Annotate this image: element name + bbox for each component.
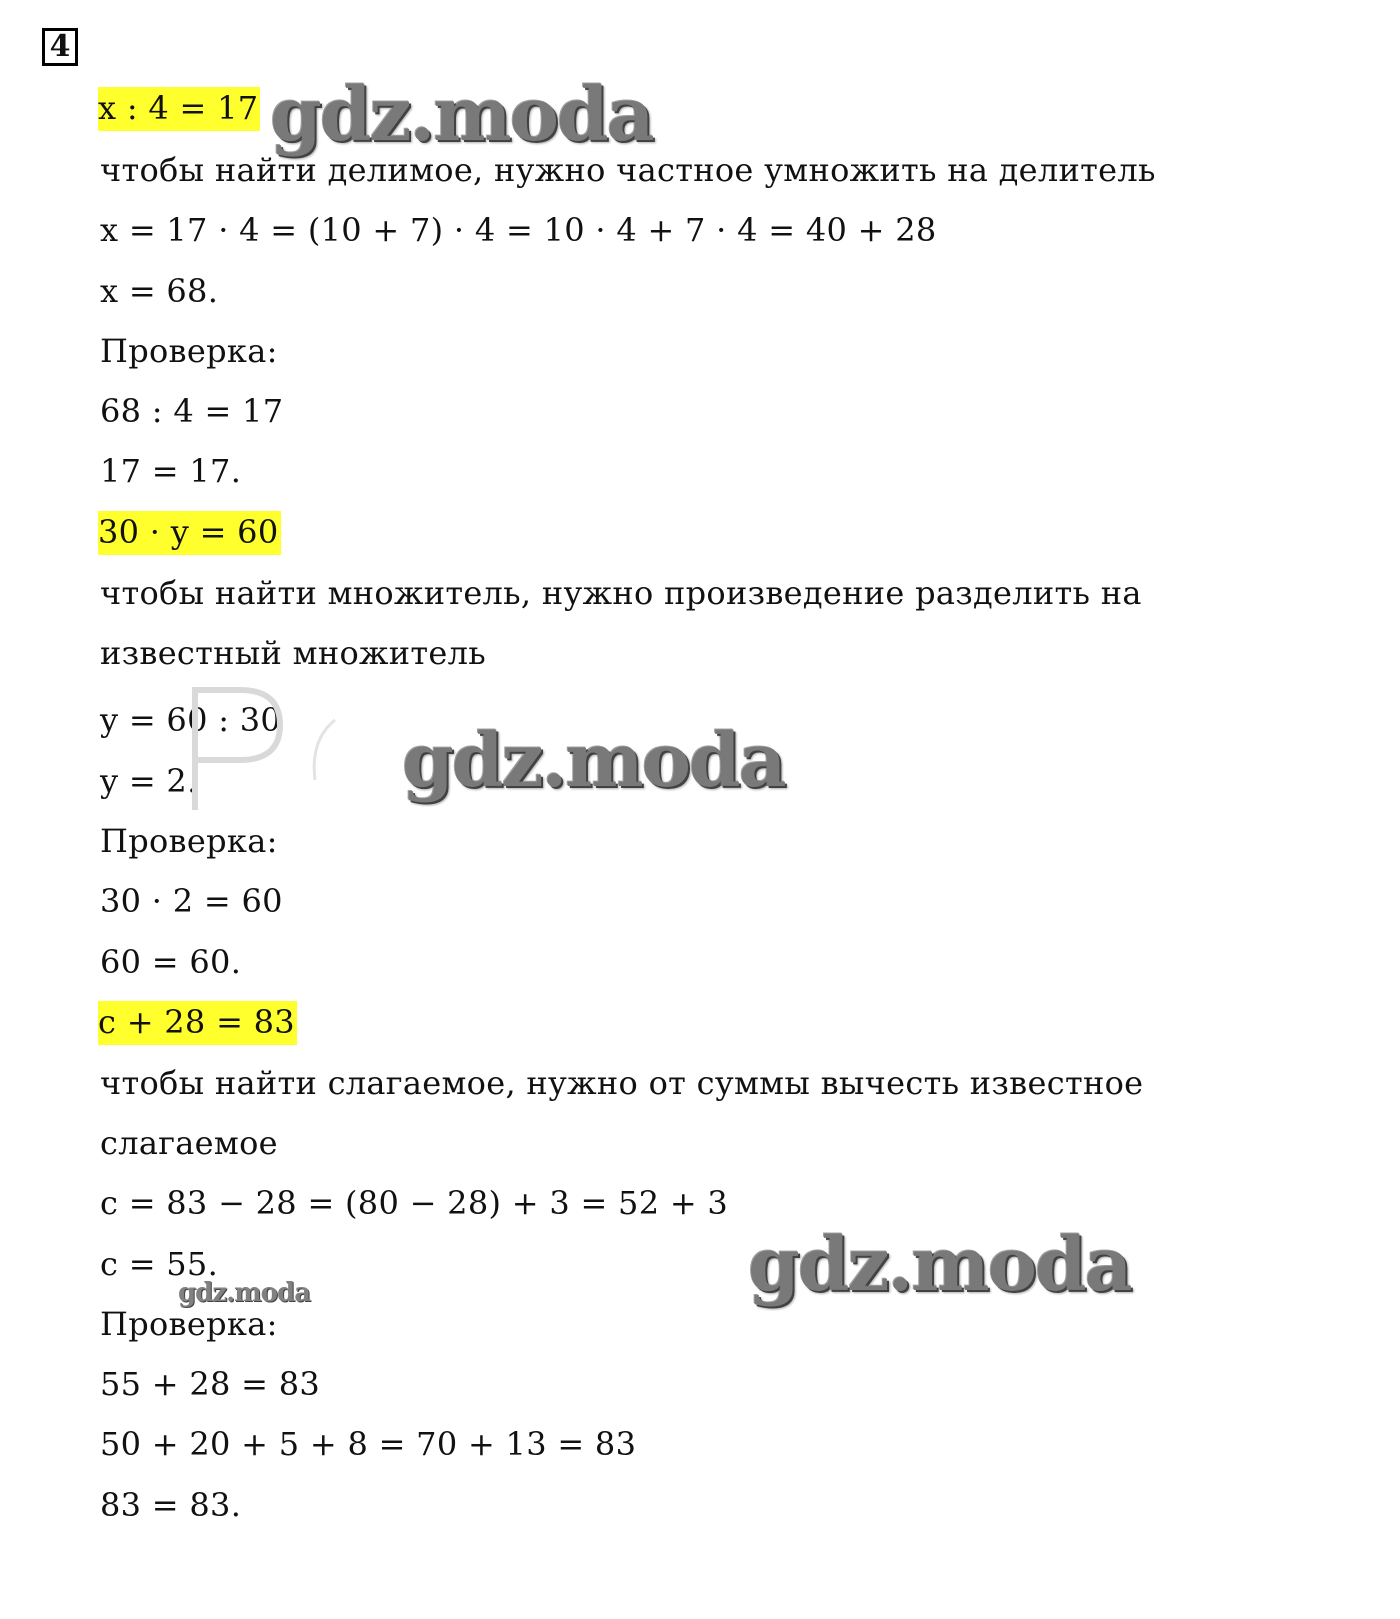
equation-1-heading — [100, 88, 260, 128]
rule-text: известный множитель — [100, 634, 486, 672]
solution-answer: y = 2. — [100, 762, 198, 800]
rule-text: чтобы найти делимое, нужно частное умножить на делитель — [100, 151, 1156, 189]
rule-text: чтобы найти множитель, нужно произведение разделить на — [100, 574, 1142, 612]
solution-step: c = 83 − 28 = (80 − 28) + 3 = 52 + 3 — [100, 1184, 729, 1222]
highlight: c + 28 = 83 — [98, 1001, 297, 1045]
check-result: 60 = 60. — [100, 943, 242, 981]
watermark-logo: gdz.moda — [748, 1222, 1131, 1308]
highlight: x : 4 = 17 — [98, 87, 260, 131]
check-step: 68 : 4 = 17 — [100, 392, 284, 430]
check-label: Проверка: — [100, 1305, 278, 1343]
check-step: 30 · 2 = 60 — [100, 882, 283, 920]
check-result: 17 = 17. — [100, 452, 242, 490]
faint-watermark-shape — [185, 680, 345, 820]
check-step: 50 + 20 + 5 + 8 = 70 + 13 = 83 — [100, 1425, 637, 1463]
solution-step: y = 60 : 30 — [100, 701, 282, 739]
task-number: 4 — [42, 28, 78, 66]
watermark-logo: gdz.moda — [270, 72, 653, 158]
watermark-logo: gdz.moda — [402, 718, 785, 804]
check-label: Проверка: — [100, 332, 278, 370]
equation-3-heading — [100, 1002, 297, 1042]
solution-answer: x = 68. — [100, 272, 219, 310]
highlight: 30 · y = 60 — [98, 511, 281, 555]
check-result: 83 = 83. — [100, 1486, 242, 1524]
equation-2-heading — [100, 512, 281, 552]
watermark-logo-small: gdz.moda — [178, 1278, 311, 1308]
solution-step: x = 17 · 4 = (10 + 7) · 4 = 10 · 4 + 7 · 4 = 40 + 28 — [100, 211, 937, 249]
check-label: Проверка: — [100, 822, 278, 860]
check-step: 55 + 28 = 83 — [100, 1365, 321, 1403]
rule-text: чтобы найти слагаемое, нужно от суммы вычесть известное — [100, 1064, 1144, 1102]
rule-text: слагаемое — [100, 1124, 278, 1162]
solution-answer: c = 55. — [100, 1245, 219, 1283]
